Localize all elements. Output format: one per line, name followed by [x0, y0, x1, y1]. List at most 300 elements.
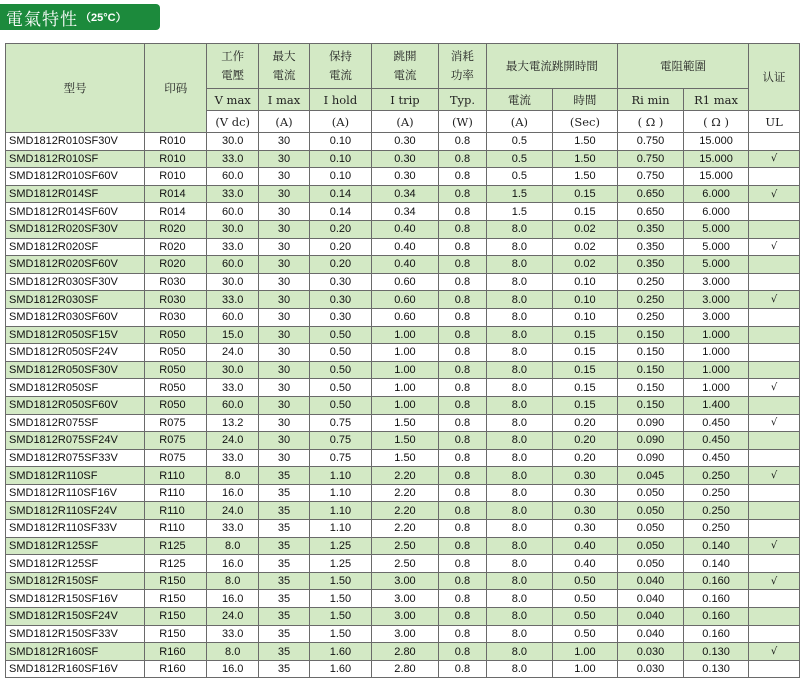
table-row	[6, 537, 800, 555]
trip-current-cell: 8.0	[486, 432, 552, 450]
header-power-symbol: Typ.	[439, 89, 487, 111]
header-ri-min: Ri min	[617, 89, 683, 111]
table-row	[6, 344, 800, 362]
trip-time-cell: 0.10	[552, 291, 617, 309]
trip-current-cell: 0.5	[486, 168, 552, 186]
imax-cell: 35	[259, 484, 310, 502]
imax-cell: 35	[259, 608, 310, 626]
ri-min-cell: 0.350	[617, 220, 683, 238]
r1-max-cell: 1.400	[684, 396, 749, 414]
marking-cell: R150	[145, 608, 207, 626]
power-cell: 0.8	[439, 168, 487, 186]
ihold-cell: 0.50	[309, 344, 371, 362]
model-cell: SMD1812R150SF	[6, 572, 145, 590]
itrip-cell: 0.60	[371, 291, 438, 309]
imax-cell: 30	[259, 449, 310, 467]
cert-cell: √	[749, 467, 800, 485]
trip-current-cell: 8.0	[486, 273, 552, 291]
model-cell: SMD1812R020SF60V	[6, 256, 145, 274]
itrip-cell: 1.50	[371, 432, 438, 450]
ihold-cell: 0.30	[309, 308, 371, 326]
power-cell: 0.8	[439, 608, 487, 626]
cert-cell: √	[749, 379, 800, 397]
header-trip-time-unit: (Sec)	[552, 111, 617, 133]
itrip-cell: 3.00	[371, 590, 438, 608]
power-cell: 0.8	[439, 414, 487, 432]
power-cell: 0.8	[439, 203, 487, 221]
header-trip-time: 時間	[552, 89, 617, 111]
r1-max-cell: 6.000	[684, 185, 749, 203]
model-cell: SMD1812R050SF60V	[6, 396, 145, 414]
imax-cell: 30	[259, 238, 310, 256]
power-cell: 0.8	[439, 590, 487, 608]
trip-current-cell: 8.0	[486, 590, 552, 608]
trip-time-cell: 0.02	[552, 220, 617, 238]
section-title: 電氣特性	[6, 9, 78, 30]
trip-time-cell: 0.20	[552, 449, 617, 467]
power-cell: 0.8	[439, 449, 487, 467]
marking-cell: R050	[145, 326, 207, 344]
electrical-characteristics-table	[5, 43, 800, 678]
trip-current-cell: 8.0	[486, 484, 552, 502]
table-row	[6, 625, 800, 643]
table-row	[6, 572, 800, 590]
cert-cell	[749, 256, 800, 274]
trip-current-cell: 8.0	[486, 643, 552, 661]
cert-cell	[749, 590, 800, 608]
header-imax-unit: (A)	[259, 111, 310, 133]
imax-cell: 35	[259, 467, 310, 485]
marking-cell: R020	[145, 220, 207, 238]
trip-time-cell: 0.30	[552, 467, 617, 485]
voltage-cell: 8.0	[207, 537, 259, 555]
ri-min-cell: 0.150	[617, 344, 683, 362]
voltage-cell: 33.0	[207, 449, 259, 467]
marking-cell: R110	[145, 502, 207, 520]
cert-cell	[749, 308, 800, 326]
table-row	[6, 326, 800, 344]
marking-cell: R020	[145, 238, 207, 256]
ihold-cell: 0.50	[309, 396, 371, 414]
imax-cell: 30	[259, 344, 310, 362]
ihold-cell: 1.10	[309, 520, 371, 538]
voltage-cell: 33.0	[207, 379, 259, 397]
power-cell: 0.8	[439, 502, 487, 520]
marking-cell: R110	[145, 484, 207, 502]
marking-cell: R014	[145, 203, 207, 221]
r1-max-cell: 3.000	[684, 308, 749, 326]
voltage-cell: 24.0	[207, 502, 259, 520]
header-itrip: 跳開 電流	[371, 44, 438, 89]
model-cell: SMD1812R010SF60V	[6, 168, 145, 186]
trip-current-cell: 8.0	[486, 220, 552, 238]
ihold-cell: 0.75	[309, 432, 371, 450]
marking-cell: R110	[145, 520, 207, 538]
voltage-cell: 24.0	[207, 608, 259, 626]
power-cell: 0.8	[439, 185, 487, 203]
ri-min-cell: 0.150	[617, 379, 683, 397]
table-row	[6, 449, 800, 467]
itrip-cell: 2.20	[371, 467, 438, 485]
trip-time-cell: 1.50	[552, 150, 617, 168]
cert-cell: √	[749, 291, 800, 309]
cert-cell	[749, 484, 800, 502]
trip-current-cell: 8.0	[486, 291, 552, 309]
header-imax-symbol: I max	[259, 89, 310, 111]
header-ihold-symbol: I hold	[309, 89, 371, 111]
marking-cell: R125	[145, 555, 207, 573]
marking-cell: R030	[145, 273, 207, 291]
model-cell: SMD1812R014SF	[6, 185, 145, 203]
imax-cell: 35	[259, 660, 310, 678]
itrip-cell: 3.00	[371, 625, 438, 643]
itrip-cell: 1.00	[371, 326, 438, 344]
ri-min-cell: 0.040	[617, 590, 683, 608]
trip-current-cell: 8.0	[486, 238, 552, 256]
marking-cell: R075	[145, 414, 207, 432]
imax-cell: 30	[259, 168, 310, 186]
imax-cell: 35	[259, 520, 310, 538]
voltage-cell: 33.0	[207, 150, 259, 168]
r1-max-cell: 1.000	[684, 326, 749, 344]
section-title-bar	[0, 4, 160, 30]
trip-time-cell: 0.50	[552, 625, 617, 643]
voltage-cell: 33.0	[207, 238, 259, 256]
ri-min-cell: 0.040	[617, 572, 683, 590]
cert-cell	[749, 220, 800, 238]
ihold-cell: 0.10	[309, 168, 371, 186]
cert-cell	[749, 625, 800, 643]
r1-max-cell: 1.000	[684, 361, 749, 379]
power-cell: 0.8	[439, 273, 487, 291]
model-cell: SMD1812R110SF16V	[6, 484, 145, 502]
itrip-cell: 2.80	[371, 660, 438, 678]
voltage-cell: 60.0	[207, 308, 259, 326]
table-row	[6, 308, 800, 326]
cert-cell: √	[749, 572, 800, 590]
trip-time-cell: 0.15	[552, 185, 617, 203]
imax-cell: 30	[259, 361, 310, 379]
cert-cell: √	[749, 238, 800, 256]
imax-cell: 35	[259, 537, 310, 555]
r1-max-cell: 0.130	[684, 643, 749, 661]
voltage-cell: 30.0	[207, 220, 259, 238]
model-cell: SMD1812R110SF33V	[6, 520, 145, 538]
trip-current-cell: 8.0	[486, 608, 552, 626]
voltage-cell: 33.0	[207, 185, 259, 203]
header-voltage: 工作 電壓	[207, 44, 259, 89]
header-ihold-unit: (A)	[309, 111, 371, 133]
header-r1-max-unit: ( Ω )	[684, 111, 749, 133]
model-cell: SMD1812R014SF60V	[6, 203, 145, 221]
trip-time-cell: 0.02	[552, 238, 617, 256]
r1-max-cell: 3.000	[684, 291, 749, 309]
marking-cell: R050	[145, 396, 207, 414]
itrip-cell: 2.20	[371, 520, 438, 538]
marking-cell: R010	[145, 133, 207, 151]
header-voltage-unit: (V dc)	[207, 111, 259, 133]
trip-time-cell: 1.50	[552, 168, 617, 186]
model-cell: SMD1812R075SF24V	[6, 432, 145, 450]
itrip-cell: 0.30	[371, 150, 438, 168]
model-cell: SMD1812R010SF30V	[6, 133, 145, 151]
itrip-cell: 0.40	[371, 256, 438, 274]
cert-cell: √	[749, 185, 800, 203]
table-row	[6, 608, 800, 626]
trip-time-cell: 0.15	[552, 344, 617, 362]
trip-time-cell: 0.30	[552, 484, 617, 502]
ihold-cell: 1.50	[309, 608, 371, 626]
trip-current-cell: 8.0	[486, 467, 552, 485]
ihold-cell: 1.60	[309, 643, 371, 661]
ihold-cell: 1.50	[309, 590, 371, 608]
cert-cell	[749, 203, 800, 221]
voltage-cell: 33.0	[207, 520, 259, 538]
voltage-cell: 8.0	[207, 643, 259, 661]
ri-min-cell: 0.030	[617, 660, 683, 678]
itrip-cell: 2.50	[371, 537, 438, 555]
imax-cell: 35	[259, 572, 310, 590]
table-row	[6, 660, 800, 678]
ihold-cell: 1.25	[309, 555, 371, 573]
trip-time-cell: 0.15	[552, 203, 617, 221]
ihold-cell: 0.30	[309, 291, 371, 309]
r1-max-cell: 3.000	[684, 273, 749, 291]
ihold-cell: 1.10	[309, 467, 371, 485]
table-row	[6, 185, 800, 203]
imax-cell: 30	[259, 273, 310, 291]
model-cell: SMD1812R030SF30V	[6, 273, 145, 291]
imax-cell: 30	[259, 379, 310, 397]
trip-current-cell: 8.0	[486, 414, 552, 432]
itrip-cell: 1.50	[371, 414, 438, 432]
trip-time-cell: 1.50	[552, 133, 617, 151]
r1-max-cell: 0.160	[684, 625, 749, 643]
cert-cell: √	[749, 537, 800, 555]
power-cell: 0.8	[439, 326, 487, 344]
marking-cell: R020	[145, 256, 207, 274]
r1-max-cell: 0.160	[684, 572, 749, 590]
marking-cell: R050	[145, 361, 207, 379]
header-trip-current-unit: (A)	[486, 111, 552, 133]
trip-time-cell: 0.50	[552, 572, 617, 590]
power-cell: 0.8	[439, 396, 487, 414]
trip-time-cell: 0.15	[552, 326, 617, 344]
itrip-cell: 0.30	[371, 133, 438, 151]
power-cell: 0.8	[439, 344, 487, 362]
ri-min-cell: 0.150	[617, 396, 683, 414]
itrip-cell: 0.40	[371, 220, 438, 238]
cert-cell	[749, 555, 800, 573]
imax-cell: 35	[259, 590, 310, 608]
r1-max-cell: 0.140	[684, 537, 749, 555]
trip-time-cell: 0.40	[552, 537, 617, 555]
power-cell: 0.8	[439, 572, 487, 590]
imax-cell: 30	[259, 185, 310, 203]
trip-current-cell: 0.5	[486, 150, 552, 168]
trip-time-cell: 0.15	[552, 396, 617, 414]
itrip-cell: 1.50	[371, 449, 438, 467]
ri-min-cell: 0.050	[617, 537, 683, 555]
trip-current-cell: 1.5	[486, 185, 552, 203]
power-cell: 0.8	[439, 537, 487, 555]
itrip-cell: 2.50	[371, 555, 438, 573]
imax-cell: 30	[259, 308, 310, 326]
table-row	[6, 520, 800, 538]
itrip-cell: 0.40	[371, 238, 438, 256]
marking-cell: R160	[145, 643, 207, 661]
power-cell: 0.8	[439, 150, 487, 168]
marking-cell: R125	[145, 537, 207, 555]
marking-cell: R030	[145, 291, 207, 309]
ri-min-cell: 0.150	[617, 326, 683, 344]
imax-cell: 35	[259, 502, 310, 520]
model-cell: SMD1812R030SF60V	[6, 308, 145, 326]
header-resistance: 電阻範圍	[617, 44, 748, 89]
trip-time-cell: 0.20	[552, 414, 617, 432]
header-voltage-symbol: V max	[207, 89, 259, 111]
cert-cell	[749, 273, 800, 291]
voltage-cell: 60.0	[207, 168, 259, 186]
trip-time-cell: 0.50	[552, 608, 617, 626]
ri-min-cell: 0.090	[617, 449, 683, 467]
cert-cell	[749, 344, 800, 362]
ihold-cell: 1.50	[309, 625, 371, 643]
r1-max-cell: 1.000	[684, 379, 749, 397]
model-cell: SMD1812R160SF	[6, 643, 145, 661]
cert-cell	[749, 168, 800, 186]
table-row	[6, 220, 800, 238]
model-cell: SMD1812R110SF	[6, 467, 145, 485]
imax-cell: 30	[259, 291, 310, 309]
header-imax: 最大 電流	[259, 44, 310, 89]
header-power: 消耗 功率	[439, 44, 487, 89]
trip-time-cell: 1.00	[552, 660, 617, 678]
table-row	[6, 203, 800, 221]
itrip-cell: 3.00	[371, 572, 438, 590]
power-cell: 0.8	[439, 625, 487, 643]
ri-min-cell: 0.650	[617, 185, 683, 203]
r1-max-cell: 0.450	[684, 414, 749, 432]
table-row	[6, 502, 800, 520]
marking-cell: R014	[145, 185, 207, 203]
table-row	[6, 256, 800, 274]
r1-max-cell: 0.250	[684, 484, 749, 502]
power-cell: 0.8	[439, 520, 487, 538]
voltage-cell: 16.0	[207, 660, 259, 678]
ri-min-cell: 0.350	[617, 256, 683, 274]
trip-current-cell: 0.5	[486, 133, 552, 151]
ihold-cell: 1.50	[309, 572, 371, 590]
model-cell: SMD1812R020SF	[6, 238, 145, 256]
marking-cell: R075	[145, 449, 207, 467]
trip-time-cell: 0.15	[552, 361, 617, 379]
model-cell: SMD1812R030SF	[6, 291, 145, 309]
ri-min-cell: 0.750	[617, 168, 683, 186]
table-row	[6, 361, 800, 379]
trip-current-cell: 8.0	[486, 256, 552, 274]
table-row	[6, 590, 800, 608]
trip-time-cell: 0.30	[552, 520, 617, 538]
header-power-unit: (W)	[439, 111, 487, 133]
table-row	[6, 432, 800, 450]
itrip-cell: 1.00	[371, 379, 438, 397]
itrip-cell: 2.20	[371, 502, 438, 520]
ri-min-cell: 0.250	[617, 291, 683, 309]
cert-cell: √	[749, 414, 800, 432]
marking-cell: R010	[145, 168, 207, 186]
trip-time-cell: 0.20	[552, 432, 617, 450]
r1-max-cell: 0.250	[684, 502, 749, 520]
power-cell: 0.8	[439, 379, 487, 397]
trip-current-cell: 8.0	[486, 660, 552, 678]
ri-min-cell: 0.250	[617, 273, 683, 291]
ri-min-cell: 0.090	[617, 414, 683, 432]
trip-current-cell: 8.0	[486, 449, 552, 467]
imax-cell: 30	[259, 256, 310, 274]
power-cell: 0.8	[439, 555, 487, 573]
ri-min-cell: 0.150	[617, 361, 683, 379]
ri-min-cell: 0.350	[617, 238, 683, 256]
marking-cell: R050	[145, 379, 207, 397]
cert-cell	[749, 396, 800, 414]
trip-time-cell: 0.10	[552, 308, 617, 326]
trip-time-cell: 0.15	[552, 379, 617, 397]
r1-max-cell: 0.160	[684, 608, 749, 626]
table-row	[6, 555, 800, 573]
itrip-cell: 1.00	[371, 344, 438, 362]
trip-current-cell: 8.0	[486, 326, 552, 344]
imax-cell: 30	[259, 203, 310, 221]
model-cell: SMD1812R010SF	[6, 150, 145, 168]
ihold-cell: 0.20	[309, 238, 371, 256]
voltage-cell: 16.0	[207, 484, 259, 502]
power-cell: 0.8	[439, 660, 487, 678]
table-row	[6, 414, 800, 432]
itrip-cell: 0.34	[371, 185, 438, 203]
ri-min-cell: 0.045	[617, 467, 683, 485]
imax-cell: 30	[259, 432, 310, 450]
trip-current-cell: 8.0	[486, 520, 552, 538]
trip-current-cell: 8.0	[486, 502, 552, 520]
trip-current-cell: 8.0	[486, 555, 552, 573]
r1-max-cell: 0.450	[684, 449, 749, 467]
ri-min-cell: 0.750	[617, 150, 683, 168]
model-cell: SMD1812R050SF15V	[6, 326, 145, 344]
voltage-cell: 16.0	[207, 590, 259, 608]
voltage-cell: 60.0	[207, 203, 259, 221]
trip-current-cell: 8.0	[486, 396, 552, 414]
ihold-cell: 0.20	[309, 256, 371, 274]
itrip-cell: 1.00	[371, 361, 438, 379]
r1-max-cell: 5.000	[684, 220, 749, 238]
ihold-cell: 0.50	[309, 326, 371, 344]
ri-min-cell: 0.050	[617, 484, 683, 502]
trip-time-cell: 0.02	[552, 256, 617, 274]
imax-cell: 30	[259, 396, 310, 414]
trip-current-cell: 8.0	[486, 308, 552, 326]
marking-cell: R160	[145, 660, 207, 678]
trip-current-cell: 8.0	[486, 379, 552, 397]
table-row	[6, 379, 800, 397]
header-marking: 印码	[145, 44, 207, 133]
temperature-condition: （25°C）	[80, 12, 127, 24]
voltage-cell: 60.0	[207, 256, 259, 274]
voltage-cell: 30.0	[207, 273, 259, 291]
ri-min-cell: 0.050	[617, 555, 683, 573]
r1-max-cell: 0.250	[684, 467, 749, 485]
ihold-cell: 1.60	[309, 660, 371, 678]
